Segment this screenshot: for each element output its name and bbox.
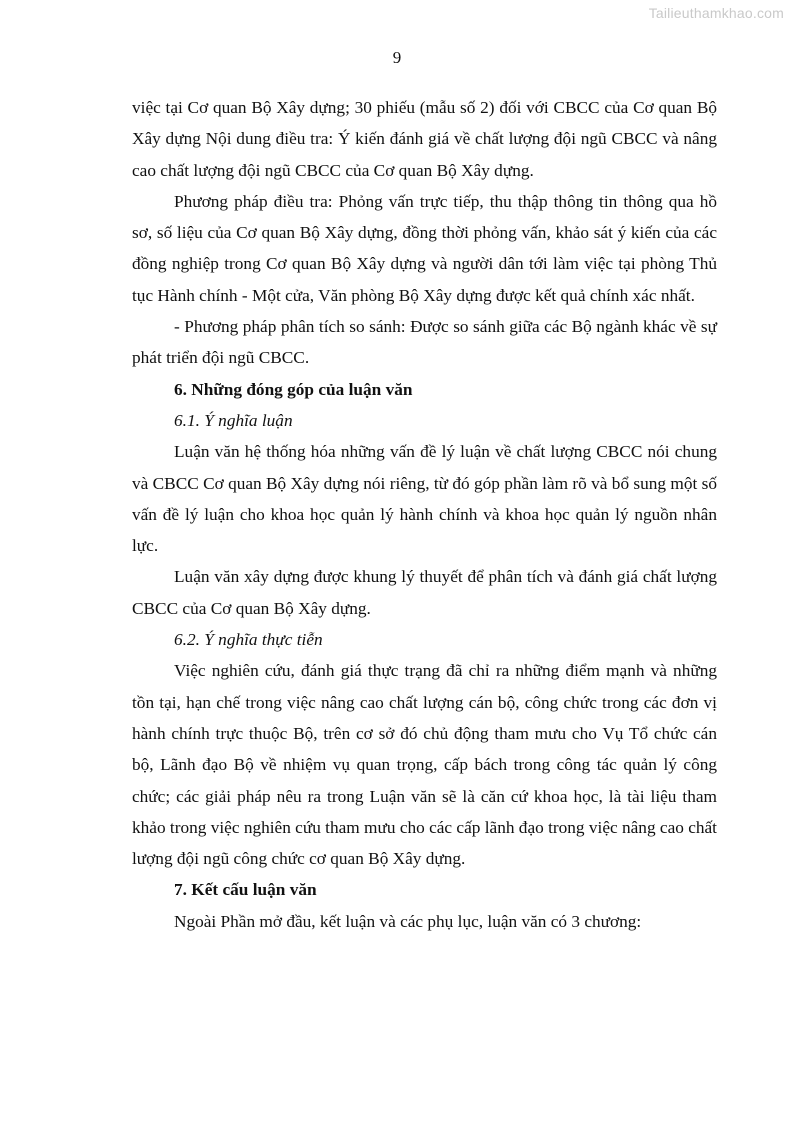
section-heading: 7. Kết cấu luận văn xyxy=(174,880,317,900)
paragraph: - Phương pháp phân tích so sánh: Được so sánh giữa các Bộ ngành khác về sự phát triển đội ngũ CBCC. xyxy=(132,317,717,368)
document-body xyxy=(132,92,717,937)
section-heading: 6. Những đóng góp của luận văn xyxy=(174,379,413,399)
page-number: 9 xyxy=(392,48,402,67)
subsection-heading: 6.2. Ý nghĩa thực tiễn xyxy=(174,630,323,650)
paragraph: Việc nghiên cứu, đánh giá thực trạng đã chỉ ra những điểm mạnh và những tồn tại, hạn chế trong việc nâng cao chất lượng cán bộ, công chức trong các đơn vị hành chính trực thuộc Bộ, trên cơ sở đó chủ động tham mưu cho Vụ Tổ chức cán bộ, Lãnh đạo Bộ về nhiệm vụ quan trọng, cấp bách trong công tác quản lý công chức; các giải pháp nêu ra trong Luận văn sẽ là căn cứ khoa học, là tài liệu tham khảo trong việc nghiên cứu tham mưu cho các cấp lãnh đạo trong việc nâng cao chất lượng đội ngũ công chức cơ quan Bộ Xây dựng. xyxy=(132,661,717,869)
paragraph: Phương pháp điều tra: Phỏng vấn trực tiếp, thu thập thông tin thông qua hồ sơ, số liệu của Cơ quan Bộ Xây dựng, đồng thời phỏng vấn, khảo sát ý kiến của các đồng nghiệp trong Cơ quan Bộ Xây dựng và người dân tới làm việc tại phòng Thủ tục Hành chính - Một cửa, Văn phòng Bộ Xây dựng được kết quả chính xác nhất. xyxy=(132,191,717,305)
paragraph: Luận văn hệ thống hóa những vấn đề lý luận về chất lượng CBCC nói chung và CBCC Cơ quan Bộ Xây dựng nói riêng, từ đó góp phần làm rõ và bổ sung một số vấn đề lý luận cho khoa học quản lý hành chính và khoa học quản lý nguồn nhân lực. xyxy=(132,442,717,556)
paragraph: Luận văn xây dựng được khung lý thuyết để phân tích và đánh giá chất lượng CBCC của Cơ quan Bộ Xây dựng. xyxy=(132,567,717,618)
paragraph: Ngoài Phần mở đầu, kết luận và các phụ lục, luận văn có 3 chương: xyxy=(174,911,642,931)
subsection-heading: 6.1. Ý nghĩa luận xyxy=(174,410,293,430)
watermark: Tailieuthamkhao.com xyxy=(648,5,784,21)
paragraph: việc tại Cơ quan Bộ Xây dựng; 30 phiếu (mẫu số 2) đối với CBCC của Cơ quan Bộ Xây dựng Nội dung điều tra: Ý kiến đánh giá về chất lượng đội ngũ CBCC và nâng cao chất lượng đội ngũ CBCC của Cơ quan Bộ Xây dựng. xyxy=(132,98,717,180)
